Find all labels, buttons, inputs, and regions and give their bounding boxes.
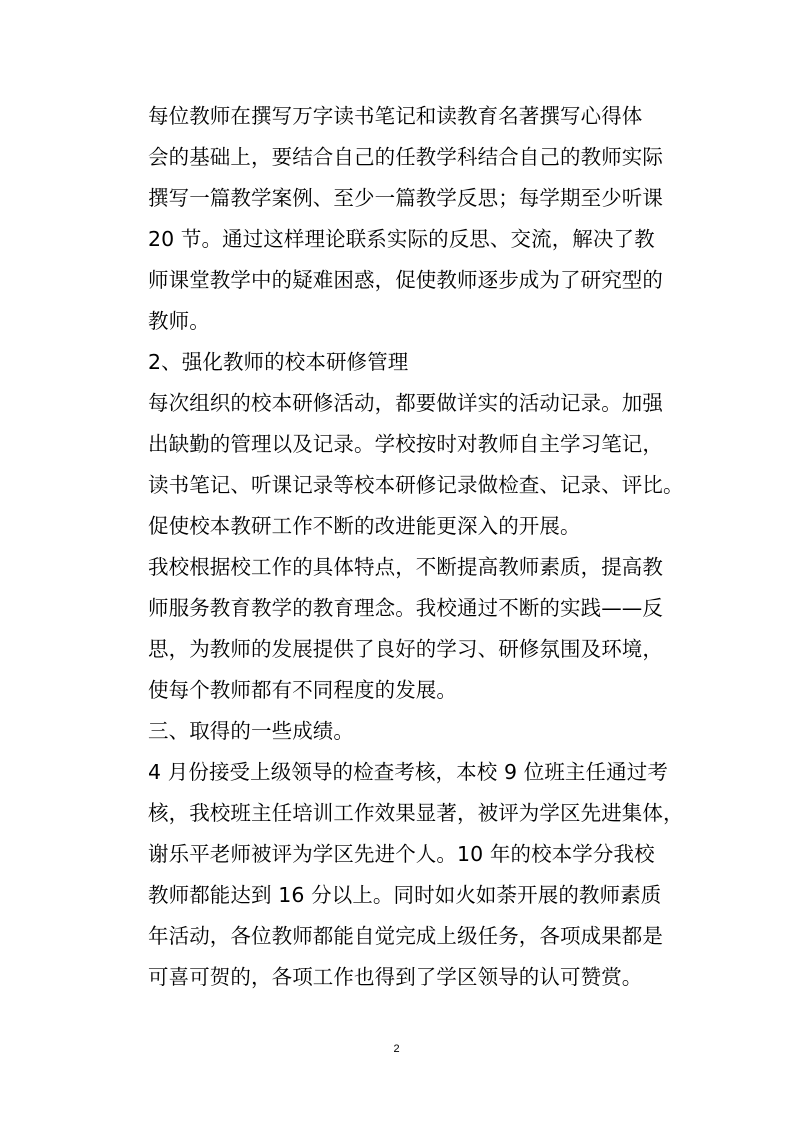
page-number: 2 — [393, 1043, 400, 1055]
text-line: 谢乐平老师被评为学区先进个人。10 年的校本学分我校 — [148, 842, 655, 866]
text-line: 核，我校班主任培训工作效果显著，被评为学区先进集体， — [148, 801, 684, 825]
text-line: 每次组织的校本研修活动，都要做详实的活动记录。加强 — [148, 391, 663, 415]
text-line: 读书笔记、听课记录等校本研修记录做检查、记录、评比。 — [148, 473, 684, 497]
section-heading: 三、取得的一些成绩。 — [148, 719, 354, 743]
section-heading: 2、强化教师的校本研修管理 — [148, 350, 409, 374]
text-line: 20 节。通过这样理论联系实际的反思、交流，解决了教 — [148, 227, 655, 251]
text-line: 思，为教师的发展提供了良好的学习、研修氛围及环境， — [148, 637, 663, 661]
text-line: 每位教师在撰写万字读书笔记和读教育名著撰写心得体 — [148, 104, 643, 128]
text-line: 教师都能达到 16 分以上。同时如火如荼开展的教师素质 — [148, 883, 662, 907]
body-text — [148, 96, 684, 998]
text-line: 师服务教育教学的教育理念。我校通过不断的实践——反 — [148, 596, 663, 620]
text-line: 4 月份接受上级领导的检查考核，本校 9 位班主任通过考 — [148, 760, 668, 784]
text-line: 使每个教师都有不同程度的发展。 — [148, 678, 457, 702]
text-line: 撰写一篇教学案例、至少一篇教学反思；每学期至少听课 — [148, 186, 663, 210]
text-line: 出缺勤的管理以及记录。学校按时对教师自主学习笔记， — [148, 432, 663, 456]
text-line: 促使校本教研工作不断的改进能更深入的开展。 — [148, 514, 581, 538]
text-line: 年活动，各位教师都能自觉完成上级任务，各项成果都是 — [148, 924, 663, 948]
text-line: 会的基础上，要结合自己的任教学科结合自己的教师实际 — [148, 145, 663, 169]
text-line: 教师。 — [148, 309, 210, 333]
text-line: 我校根据校工作的具体特点，不断提高教师素质，提高教 — [148, 555, 663, 579]
text-line: 可喜可贺的，各项工作也得到了学区领导的认可赞赏。 — [148, 965, 643, 989]
text-line: 师课堂教学中的疑难困惑，促使教师逐步成为了研究型的 — [148, 268, 663, 292]
